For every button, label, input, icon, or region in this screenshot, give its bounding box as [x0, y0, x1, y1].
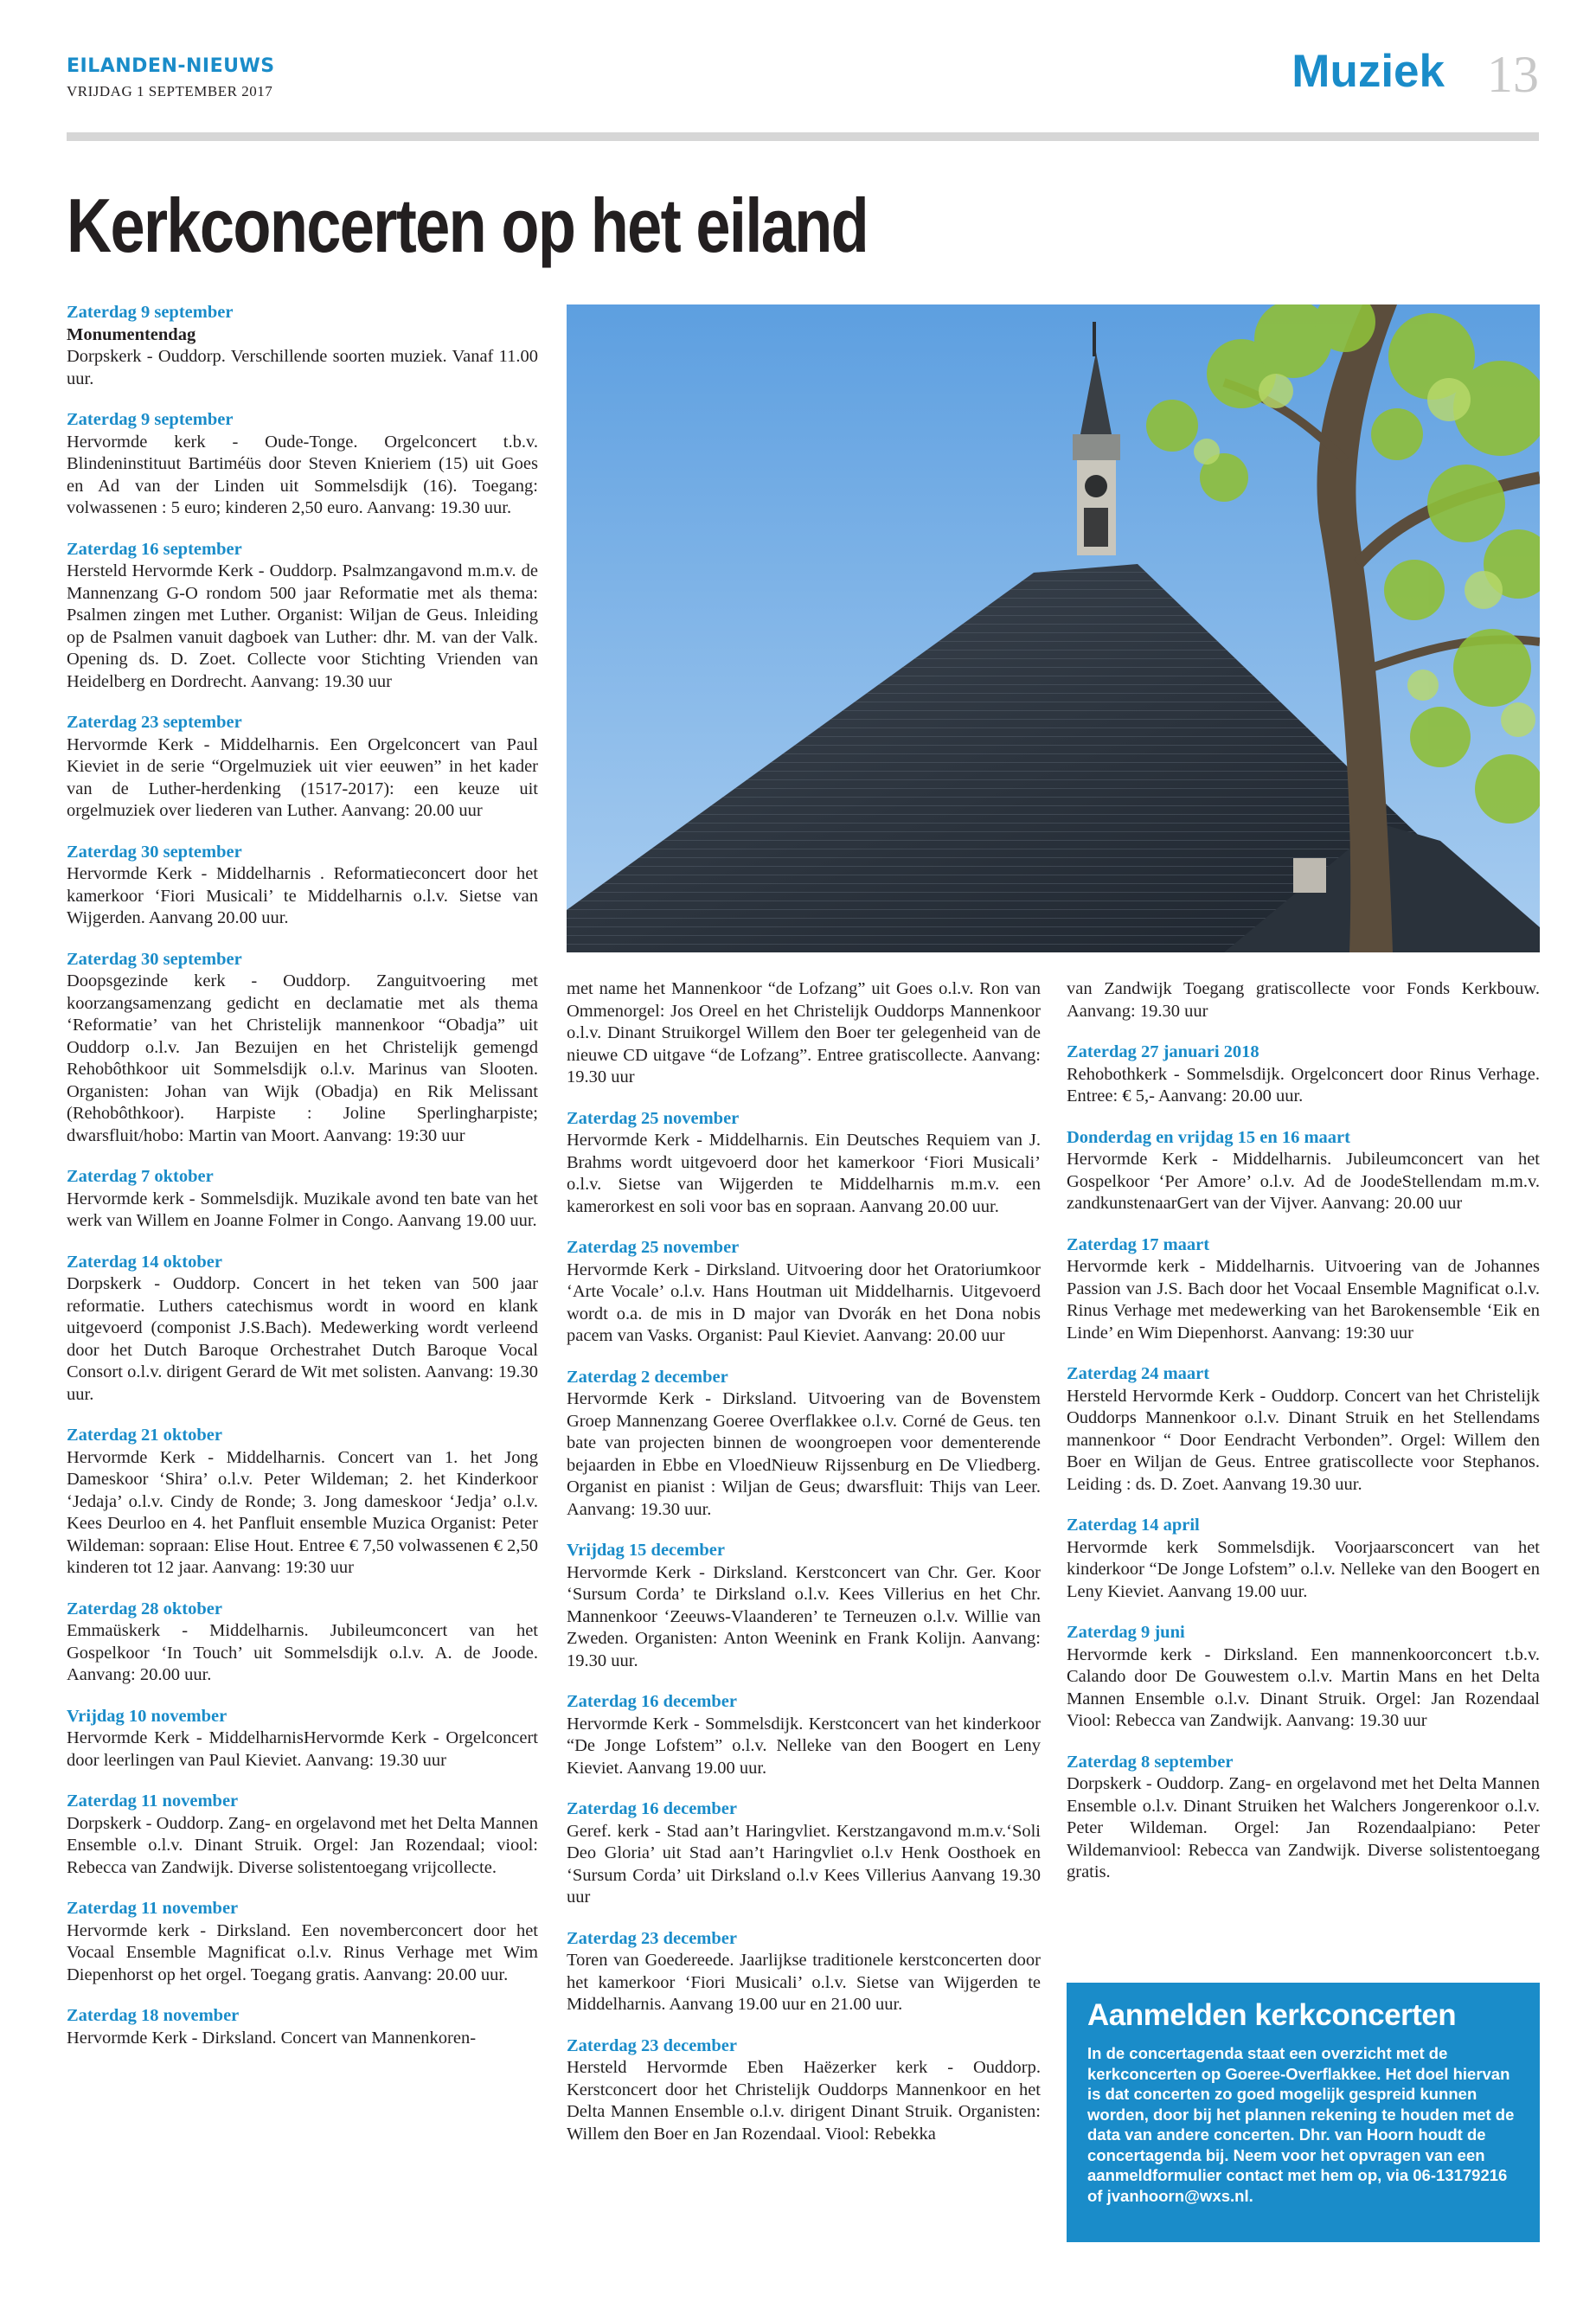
- concert-date: Zaterdag 11 november: [67, 1791, 239, 1811]
- concert-description: Hervormde kerk Sommelsdijk. Voorjaarsconcert van het kinderkoor “De Jonge Lofstem” o.l.v. Nelleke van den Boogert en Leny Kieviet. Aanvang 19.00 uur.: [1067, 1537, 1540, 1601]
- concert-listing: [1067, 1622, 1540, 1733]
- concert-description: Hervormde Kerk - MiddelharnisHervormde Kerk - Orgelconcert door leerlingen van Paul Kieviet. Aanvang: 19.30 uur: [67, 1728, 538, 1770]
- concert-listing: [67, 409, 538, 520]
- church-photo-illustration: [567, 304, 1540, 952]
- concert-date: Zaterdag 11 november: [67, 1899, 239, 1918]
- concert-description: Hervormde Kerk - Dirksland. Kerstconcert van Chr. Ger. Koor ‘Sursum Corda’ te Dirksland o.l.v. Kees Villerius en het Chr. Mannenkoor ‘Zeeuws-Vlaanderen’ te Terneuzen o.l.v. Willie van Zweden. Organisten: Anton Weenink en Frank Kolijn. Aanvang: 19.30 uur.: [567, 1562, 1041, 1670]
- concert-listing: [67, 1166, 538, 1233]
- concert-date: Zaterdag 16 september: [67, 539, 242, 559]
- concert-date: Zaterdag 27 januari 2018: [1067, 1042, 1259, 1061]
- concert-date: Zaterdag 9 september: [67, 303, 234, 322]
- concert-date: Donderdag en vrijdag 15 en 16 maart: [1067, 1127, 1350, 1147]
- section-title: Muziek: [1292, 46, 1445, 97]
- concert-description: Hervormde kerk - Oude-Tonge. Orgelconcert t.b.v. Blindeninstituut Bartiméüs door Steven Knieriem (15) uit Goes en Ad van der Linden uit Sommelsdijk (16). Toegang: volwassenen : 5 euro; kinderen 2,50 euro. Aanvang: 19.30 uur.: [67, 432, 538, 517]
- concert-description: Hervormde kerk - Middelharnis. Uitvoering van de Johannes Passion van J.S. Bach door het Vocaal Ensemble Magnificat o.l.v. Rinus Verhage met medewerking van het Barokensemble ‘Eik en Linde’ en Wim Diepenhorst. Aanvang: 19:30 uur: [1067, 1257, 1540, 1343]
- concert-date: Vrijdag 10 november: [67, 1706, 228, 1726]
- concert-description: Hervormde Kerk - Dirksland. Uitvoering van de Bovenstem Groep Mannenzang Goeree Overflakkee o.l.v. Corné de Geus. ten bate van projecten binnen de woongroepen voor dementerende bejaarden in Ebbe en VloedNieuw Rijssenburg en De Vliedberg. Organist en pianist : Wiljan de Geus; dwarsfluit: Thijs van Leer. Aanvang: 19.30 uur.: [567, 1389, 1041, 1519]
- column-3: [1067, 978, 1540, 1903]
- concert-description: Emmaüskerk - Middelharnis. Jubileumconcert van het Gospelkoor ‘In Touch’ uit Sommelsdijk o.l.v. A. de Joode. Aanvang: 20.00 uur.: [67, 1621, 538, 1684]
- concert-description: Rehobothkerk - Sommelsdijk. Orgelconcert door Rinus Verhage. Entree: € 5,- Aanvang: 20.00 uur.: [1067, 1064, 1540, 1106]
- publication-date: VRIJDAG 1 SEPTEMBER 2017: [67, 83, 273, 99]
- concert-description: Hervormde Kerk - Middelharnis. Een Orgelconcert van Paul Kieviet in de serie “Orgelmuziek uit vier eeuwen” in het kader van de Luther-herdenking (1517-2017): een keuze uit orgelmuziek over liederen van Luther. Aanvang: 20.00 uur: [67, 734, 538, 820]
- concert-description: Toren van Goedereede. Jaarlijkse traditionele kerstconcerten door het kamerkoor ‘Fiori Musicali’ o.l.v. Sietse van Wijgerden te Middelharnis. Aanvang 19.00 uur en 21.00 uur.: [567, 1951, 1041, 2014]
- concert-date: Zaterdag 9 juni: [1067, 1623, 1185, 1642]
- concert-description: Dorpskerk - Ouddorp. Verschillende soorten muziek. Vanaf 11.00 uur.: [67, 347, 538, 388]
- page-number: 13: [1487, 46, 1539, 103]
- concert-date: Zaterdag 9 september: [67, 410, 234, 429]
- concert-date: Zaterdag 23 december: [567, 1928, 737, 1948]
- concert-date: Zaterdag 16 december: [567, 1799, 737, 1818]
- concert-listing: [1067, 1127, 1540, 1215]
- concert-listing: [1067, 1752, 1540, 1884]
- concert-date: Zaterdag 30 september: [67, 842, 242, 862]
- concert-description: Hervormde Kerk - Dirksland. Uitvoering door het Oratoriumkoor ‘Arte Vocale’ o.l.v. Hans Houtman uit Middelharnis. Uitgevoerd wordt o.a. de mis in D major van Dvorák en het Dona nobis pacem van Vasks. Organist: Paul Kieviet. Aanvang: 20.00 uur: [567, 1259, 1041, 1345]
- concert-listing: [567, 2035, 1041, 2146]
- concert-listing: [567, 1691, 1041, 1779]
- column-2: [567, 978, 1041, 2164]
- concert-listing: [1067, 978, 1540, 1022]
- concert-date: Zaterdag 14 april: [1067, 1516, 1200, 1535]
- info-box-registration: [1067, 1983, 1540, 2242]
- concert-listing: [567, 1367, 1041, 1522]
- concert-listing: [67, 712, 538, 823]
- concert-date: Zaterdag 17 maart: [1067, 1234, 1210, 1254]
- concert-listing: [567, 1798, 1041, 1909]
- concert-listing: [67, 1599, 538, 1687]
- concert-listing: [67, 2005, 538, 2049]
- concert-date: Zaterdag 25 november: [567, 1238, 740, 1257]
- concert-listing: [1067, 1363, 1540, 1496]
- concert-date: Zaterdag 21 oktober: [67, 1426, 222, 1445]
- concert-description: Hervormde Kerk - Middelharnis. Concert van 1. het Jong Dameskoor ‘Shira’ o.l.v. Peter Wildeman; 2. het Kinderkoor ‘Jedaja’ o.l.v. Cindy de Ronde; 3. Jong dameskoor ‘Jedja’ o.l.v. Kees Deurloo en 4. het Panfluit ensemble Muzica Organist: Peter Wildeman: sopraan: Elise Hout. Entree € 7,50 volwassenen € 2,50 kinderen tot 12 jaar. Aanvang: 19:30 uur: [67, 1447, 538, 1577]
- concert-description: Hervormde Kerk - Sommelsdijk. Kerstconcert van het kinderkoor “De Jonge Lofstem” o.l.v. Nelleke van den Boogert en Leny Kieviet. Aanvang 19.00 uur.: [567, 1714, 1041, 1778]
- concert-date: Vrijdag 15 december: [567, 1541, 725, 1560]
- concert-listing: [67, 302, 538, 390]
- church-tower-photo: [567, 304, 1540, 952]
- concert-listing: [67, 1252, 538, 1407]
- concert-date: Zaterdag 24 maart: [1067, 1364, 1210, 1383]
- concert-description: met name het Mannenkoor “de Lofzang” uit Goes o.l.v. Ron van Ommenorgel: Jos Oreel en het Christelijk Ouddorps Mannenkoor o.l.v. Dinant Struikorgel Willem den Boer ter gelegenheid van de nieuwe CD uitgave “de Lofzang”. Entree gratiscollecte. Aanvang: 19.30 uur: [567, 979, 1041, 1086]
- concert-description: Doopsgezinde kerk - Ouddorp. Zanguitvoering met koorzangsamenzang gedicht en declamatie met als thema ‘Reformatie’ van het Christelijk mannenkoor “Obadja” uit Ouddorp o.l.v. Jan Bezuijen en het Christelijk gemengd Rehobôthkoor uit Sommelsdijk o.l.v. Marinus van Slooten. Organisten: Johan van Wijk (Obadja) en Rik Melissant (Rehobôthkoor). Harpiste : Joline Sperlingharpiste; dwarsfluit/hobo: Martin van Moort. Aanvang: 19:30 uur: [67, 971, 538, 1145]
- concert-listing: [67, 1791, 538, 1879]
- concert-listing: [67, 539, 538, 694]
- concert-description: Hervormde Kerk - Middelharnis . Reformatieconcert door het kamerkoor ‘Fiori Musicali’ te Middelharnis o.l.v. Sietse van Wijgerden. Aanvang 20.00 uur.: [67, 864, 538, 927]
- concert-description: Hersteld Hervormde Eben Haëzerker kerk - Ouddorp. Kerstconcert door het Christelijk Ouddorps Mannenkoor en het Delta Mannen Ensemble o.l.v. dirigent Dinant Struik. Organisten: Willem den Boer en Jan Rozendaal. Viool: Rebekka: [567, 2058, 1041, 2144]
- concert-listing: [567, 1237, 1041, 1348]
- concert-listing: [567, 1928, 1041, 2016]
- concert-listing: [567, 978, 1041, 1089]
- concert-description: Geref. kerk - Stad aan’t Haringvliet. Kerstzangavond m.m.v.‘Soli Deo Gloria’ uit Stad aan’t Haringvliet o.l.v Henk Oosthoek en ‘Sursum Corda’ uit Dirksland o.l.v Kees Villerius Aanvang 19.30 uur: [567, 1821, 1041, 1907]
- column-1: [67, 302, 538, 2068]
- concert-date: Zaterdag 28 oktober: [67, 1599, 222, 1618]
- concert-listing: [67, 1425, 538, 1580]
- concert-listing: [1067, 1234, 1540, 1345]
- concert-subtitle: Monumentendag: [67, 324, 196, 344]
- concert-description: Hervormde kerk - Dirksland. Een mannenkoorconcert t.b.v. Calando door De Gouwestem o.l.v. Martin Mans en het Delta Mannen Ensemble o.l.v. Dinant Struik. Orgel: Jan Rozendaal Viool: Rebecca van Zandwijk. Aanvang: 19.30 uur: [1067, 1644, 1540, 1730]
- info-box-text: In de concertagenda staat een overzicht met de kerkconcerten op Goeree-Overflakkee. Het doel hiervan is dat concerten zo goed mogelijk gespreid kunnen worden, door bij het plannen rekening te houden met de data van andere concerten. Dhr. van Hoorn houdt de concertagenda bij. Neem voor het opvragen van een aanmeldformulier contact met hem op, via 06-13179216 of jvanhoorn@wxs.nl.: [1087, 2044, 1515, 2205]
- concert-description: Dorpskerk - Ouddorp. Concert in het teken van 500 jaar reformatie. Luthers catechismus wordt in woord en klank uitgevoerd (componist J.S.Bach). Medewerking wordt verleend door het Dutch Baroque Orchestrahet Dutch Baroque Vocal Consort o.l.v. dirigent Gerard de Wit met solisten. Aanvang: 19.30 uur.: [67, 1274, 538, 1404]
- concert-date: Zaterdag 14 oktober: [67, 1252, 222, 1272]
- article-headline: Kerkconcerten op het eiland: [67, 183, 869, 268]
- masthead: EILANDEN-NIEUWS: [67, 55, 275, 77]
- concert-description: van Zandwijk Toegang gratiscollecte voor Fonds Kerkbouw. Aanvang: 19.30 uur: [1067, 979, 1540, 1021]
- concert-listing: [567, 1108, 1041, 1219]
- concert-description: Dorpskerk - Ouddorp. Zang- en orgelavond met het Delta Mannen Ensemble o.l.v. Dinant Struiken het Walchers Jongerenkoor o.l.v. Peter Wildeman. Orgel: Jan Rozendaalpiano: Peter Wildemanviool: Rebecca van Zandwijk. Diverse solistentoegang gratis.: [1067, 1774, 1540, 1881]
- concert-description: Hersteld Hervormde Kerk - Ouddorp. Psalmzangavond m.m.v. de Mannenzang G-O rondom 500 jaar Reformatie met als thema: Psalmen zingen met Luther. Organist: Wiljan de Geus. Inleiding op de Psalmen vanuit dagboek van Luther: dhr. M. van der Valk. Opening ds. D. Zoet. Collecte voor Stichting Vrienden van Heidelberg en Dordrecht. Aanvang: 19.30 uur: [67, 561, 538, 691]
- concert-date: Zaterdag 23 september: [67, 713, 242, 732]
- concert-description: Hervormde Kerk - Middelharnis. Jubileumconcert van het Gospelkoor ‘Per Amore’ o.l.v. Ad de JoodeStellendam m.m.v. zandkunstenaarGert van der Vijver. Aanvang: 20.00 uur: [1067, 1150, 1540, 1213]
- concert-listing: [567, 1540, 1041, 1672]
- concert-listing: [67, 1898, 538, 1986]
- concert-listing: [1067, 1515, 1540, 1603]
- header-rule: [67, 132, 1539, 141]
- concert-listing: [67, 842, 538, 930]
- concert-description: Hervormde kerk - Dirksland. Een novemberconcert door het Vocaal Ensemble Magnificat o.l.v. Rinus Verhage met Wim Diepenhorst op het orgel. Toegang gratis. Aanvang: 20.00 uur.: [67, 1920, 538, 1984]
- info-box-title: Aanmelden kerkconcerten: [1087, 1998, 1457, 2032]
- concert-description: Hervormde Kerk - Dirksland. Concert van Mannenkoren-: [67, 2028, 477, 2048]
- concert-date: Zaterdag 8 september: [1067, 1752, 1234, 1772]
- concert-listing: [1067, 1042, 1540, 1108]
- concert-date: Zaterdag 18 november: [67, 2006, 240, 2025]
- concert-description: Hervormde Kerk - Middelharnis. Ein Deutsches Requiem van J. Brahms wordt uitgevoerd door het kamerkoor ‘Fiori Musicali’ o.l.v. Sietse van Wijgerden te Middelharnis m.m.v. een kamerorkest en soli voor bas en sopraan. Aanvang 20.00 uur.: [567, 1131, 1041, 1216]
- concert-listing: [67, 949, 538, 1148]
- concert-date: Zaterdag 2 december: [567, 1367, 728, 1387]
- concert-date: Zaterdag 16 december: [567, 1692, 737, 1711]
- concert-description: Hersteld Hervormde Kerk - Ouddorp. Concert van het Christelijk Ouddorps Mannenkoor o.l.v. Dinant Struik en het Stellendams mannenkoor “ Door Eendracht Verbonden”. Orgel: Willem den Boer en Wiljan de Geus. Entree gratiscollecte voor Stephanos. Leiding : ds. D. Zoet. Aanvang 19.30 uur.: [1067, 1386, 1540, 1494]
- concert-date: Zaterdag 30 september: [67, 949, 242, 969]
- concert-date: Zaterdag 7 oktober: [67, 1167, 214, 1186]
- concert-listing: [67, 1706, 538, 1772]
- concert-description: Dorpskerk - Ouddorp. Zang- en orgelavond met het Delta Mannen Ensemble o.l.v. Dinant Struik. Orgel: Jan Rozendaal; viool: Rebecca van Zandwijk. Diverse solistentoegang vrijcollecte.: [67, 1813, 538, 1877]
- concert-date: Zaterdag 25 november: [567, 1108, 740, 1128]
- concert-date: Zaterdag 23 december: [567, 2035, 737, 2055]
- concert-description: Hervormde kerk - Sommelsdijk. Muzikale avond ten bate van het werk van Willem en Joanne Folmer in Congo. Aanvang 19.00 uur.: [67, 1189, 538, 1230]
